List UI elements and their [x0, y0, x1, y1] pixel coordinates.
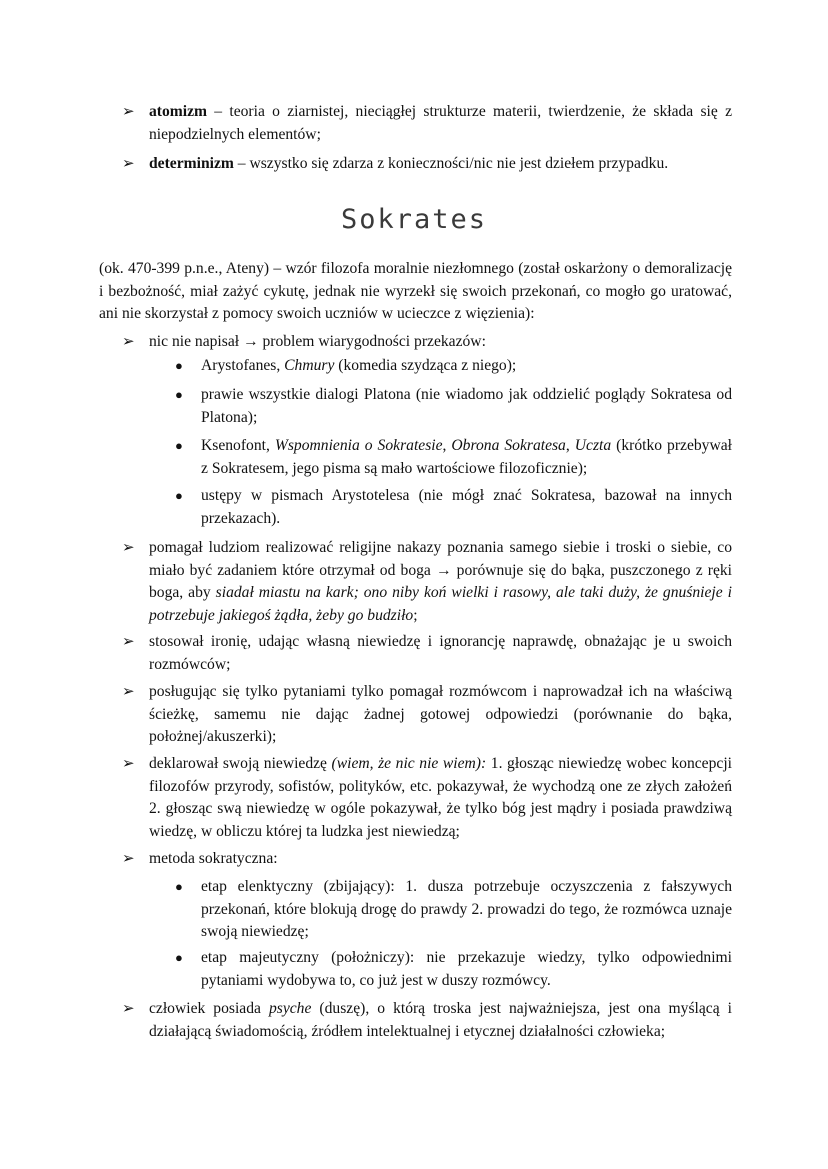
subpoint-elenktyczny: etap elenktyczny (zbijający): 1. dusza potrzebuje oczyszczenia z fałszywych przekonań, które blokują drogę do prawdy 2. prowadzi do tego, że rozmówca uznaje swoją niewiedzę;	[201, 878, 732, 940]
dot-bullet-icon: ●	[175, 950, 183, 965]
point-psyche: człowiek posiada psyche (duszę), o którą troska jest najważniejsza, jest ona myślącą i działającą świadomością, źródłem intelektualnej i etycznej działalności człowieka;	[149, 1000, 732, 1040]
intro-paragraph: (ok. 470-399 p.n.e., Ateny) – wzór filozofa moralnie niezłomnego (został oskarżony o demoralizację i bezbożność, miał zażyć cykutę, jednak nie wyrzekł się swoich przekonań, co mogło go uratować, ani nie skorzystał z pomocy swoich uczniów w ucieczce z więzienia):	[99, 260, 732, 322]
title-uczta: Uczta	[574, 437, 612, 454]
title-wspomnienia: Wspomnienia o Sokratesie	[274, 437, 443, 454]
arrow-bullet-icon: ➢	[122, 104, 135, 120]
arrow-bullet-icon: ➢	[122, 684, 135, 700]
subpoint-ksenofont: Ksenofont, Wspomnienia o Sokratesie, Obrona Sokratesa, Uczta (krótko przebywał z Sokratesem, jego pisma są mało wartościowe filozoficznie);	[201, 437, 732, 477]
arrow-bullet-icon: ➢	[122, 540, 135, 556]
arrow-bullet-icon: ➢	[122, 156, 135, 172]
arrow-bullet-icon: ➢	[122, 634, 135, 650]
point-pomagal-ludziom: pomagał ludziom realizować religijne nakazy poznania samego siebie i troski o siebie, co miało być zadaniem które otrzymał od boga → porównuje się do bąka, puszczonego z ręki boga, aby siadał miastu na kark; ono niby koń wielki i rasowy, ale taki duży, że gnuśnieje i potrzebuje jakiegoś żądła, żeby go budziło;	[149, 539, 732, 624]
term-psyche: psyche	[268, 1000, 312, 1017]
subpoint-platon: prawie wszystkie dialogi Platona (nie wiadomo jak oddzielić poglądy Sokratesa od Platona);	[201, 386, 732, 426]
arrow-bullet-icon: ➢	[122, 1001, 135, 1017]
point-nic-nie-napisal: nic nie napisał → problem wiarygodności przekazów:	[149, 333, 486, 350]
section-heading: Sokrates	[340, 204, 488, 235]
title-obrona: Obrona Sokratesa	[451, 437, 566, 454]
quote-bak: siadał miastu na kark; ono niby koń wielki i rasowy, ale taki duży, że gnuśnieje i potrzebuje jakiegoś żądła, żeby go budziło	[149, 584, 732, 624]
dot-bullet-icon: ●	[175, 879, 183, 894]
title-chmury: Chmury	[284, 357, 335, 374]
arrow-bullet-icon: ➢	[122, 756, 135, 772]
dot-bullet-icon: ●	[175, 358, 183, 373]
dot-bullet-icon: ●	[175, 438, 183, 453]
term-determinizm: determinizm	[149, 155, 234, 172]
subpoint-majeutyczny: etap majeutyczny (położniczy): nie przekazuje wiedzy, tylko odpowiednimi pytaniami wydobywa to, co już jest w duszy rozmówcy.	[201, 949, 732, 989]
term-atomizm: atomizm	[149, 103, 208, 120]
point-niewiedza: deklarował swoją niewiedzę (wiem, że nic nie wiem): 1. głosząc niewiedzę wobec koncepcji filozofów przyrody, sofistów, polityków, etc. pokazywał, że wychodzą one ze złych założeń 2. głosząc swą niewiedzę w ogóle pokazywał, że tylko bóg jest mądry i posiada prawdziwą wiedzę, w obliczu której ta ludzka jest niewiedzą;	[149, 755, 732, 840]
point-pytania: posługując się tylko pytaniami tylko pomagał rozmówcom i naprowadzał ich na właściwą ścieżkę, samemu nie dając żadnej gotowej odpowiedzi (porównanie do bąka, położnej/akuszerki);	[149, 683, 732, 745]
dot-bullet-icon: ●	[175, 488, 183, 503]
point-ironia: stosował ironię, udając własną niewiedzę i ignorancję naprawdę, obnażając je u swoich rozmówców;	[149, 633, 732, 673]
subpoint-arystoteles: ustępy w pismach Arystotelesa (nie mógł znać Sokratesa, bazował na innych przekazach).	[201, 487, 732, 527]
list-item-determinizm	[149, 153, 732, 176]
arrow-bullet-icon: ➢	[122, 334, 135, 350]
quote-wiem-ze-nic-nie-wiem: (wiem, że nic nie wiem):	[331, 755, 487, 772]
list-item-atomizm	[149, 101, 732, 146]
subpoint-arystofanes: Arystofanes, Chmury (komedia szydząca z niego);	[201, 357, 517, 374]
dot-bullet-icon: ●	[175, 387, 183, 402]
arrow-bullet-icon: ➢	[122, 851, 135, 867]
definition-determinizm: – wszystko się zdarza z konieczności/nic nie jest dziełem przypadku.	[233, 155, 669, 172]
point-metoda-sokratyczna: metoda sokratyczna:	[149, 850, 278, 867]
definition-atomizm: – teoria o ziarnistej, nieciągłej strukturze materii, twierdzenie, że składa się z niepodzielnych elementów;	[149, 103, 732, 143]
